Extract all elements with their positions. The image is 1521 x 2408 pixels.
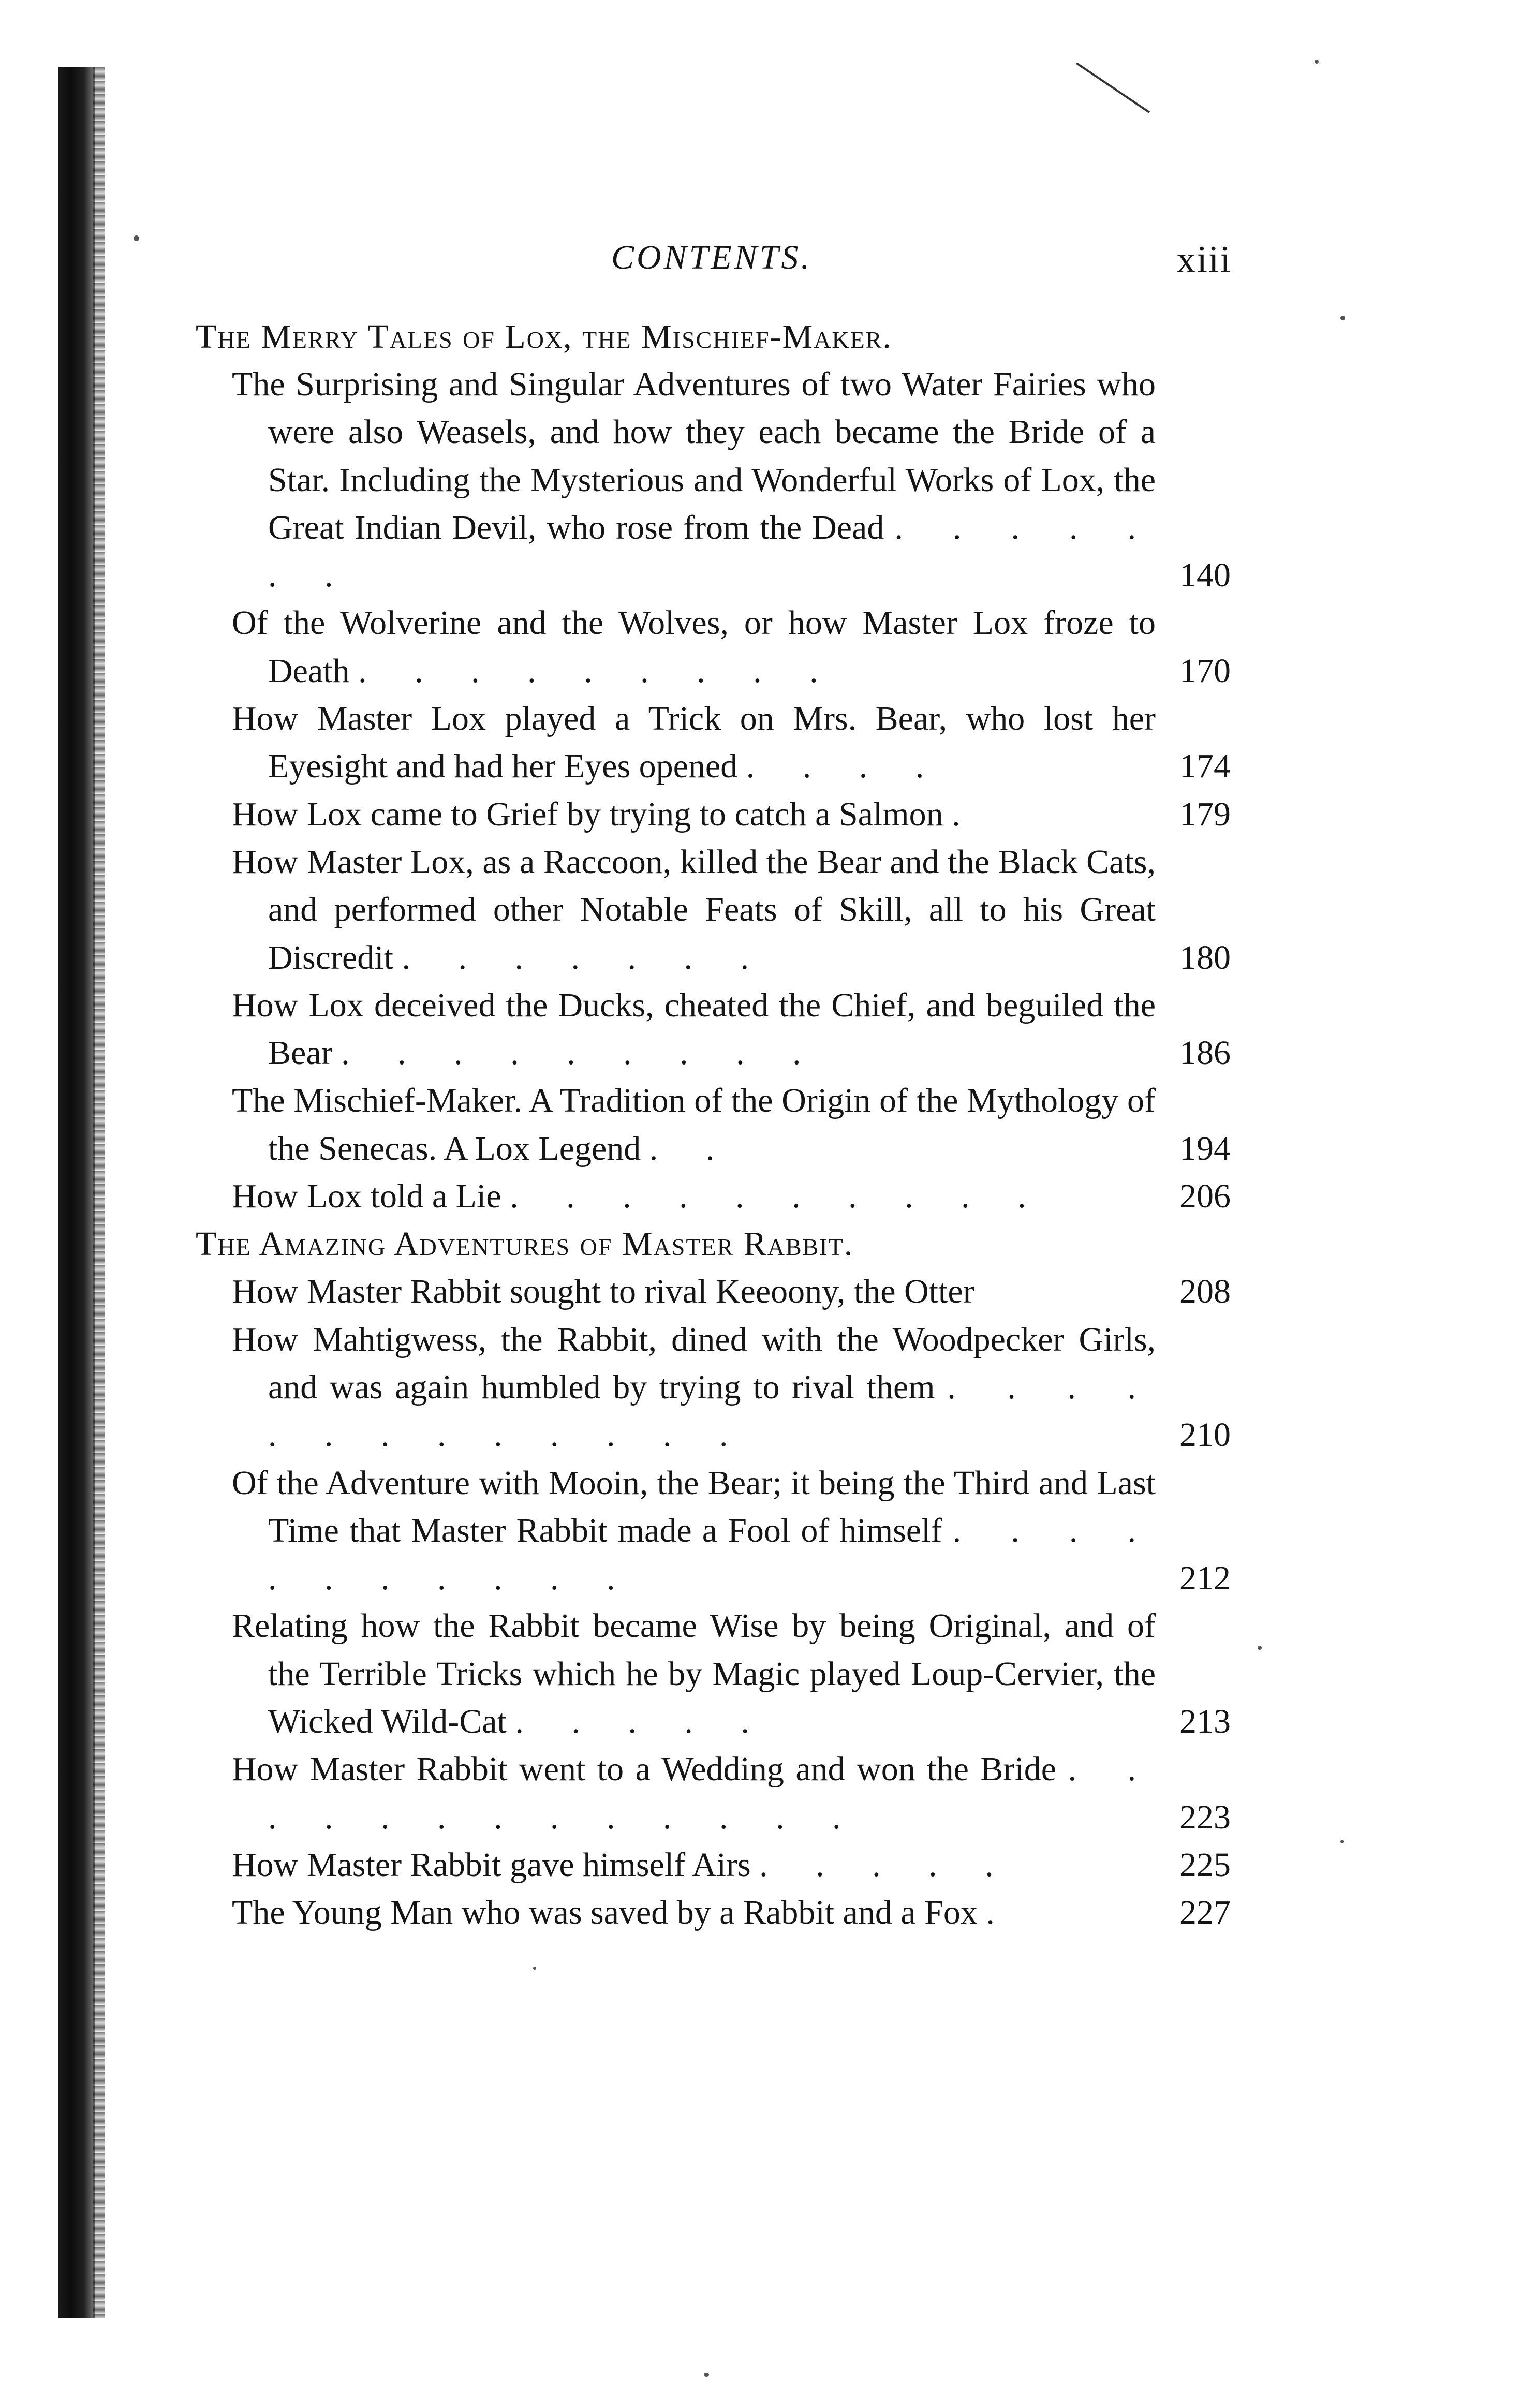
entry-title: Of the Adventure with Mooin, the Bear; it being the Third and Last Time that Master Rabbit made a Fool of himself	[232, 1464, 1156, 1549]
entry-title: Of the Wolverine and the Wolves, or how Master Lox froze to Death	[232, 604, 1156, 690]
entry-page-number: 174	[1179, 747, 1231, 786]
paper-speck	[134, 235, 139, 241]
page-binding-fray	[93, 67, 105, 2318]
dot-leader: . . . . . . .	[402, 938, 769, 977]
paper-speck	[1315, 60, 1319, 64]
entry-page-number: 223	[1179, 1798, 1231, 1836]
paper-speck	[533, 1967, 536, 1970]
section-heading-rabbit: The Amazing Adventures of Master Rabbit.	[196, 1225, 854, 1263]
section-heading-lox: The Merry Tales of Lox, the Mischief-Maker.	[196, 318, 892, 356]
entry-title: How Master Rabbit went to a Wedding and won the Bride	[232, 1750, 1057, 1789]
entry-title: How Lox came to Grief by trying to catch a Salmon	[232, 795, 943, 833]
entry-title: How Master Lox, as a Raccoon, killed the Bear and the Black Cats, and performed other Notable Feats of Skill, all to his Great Discredit	[232, 843, 1156, 977]
toc-entry	[196, 838, 1231, 982]
dot-leader: .	[986, 1894, 1014, 1932]
toc-entry	[196, 982, 1231, 1077]
dot-leader: . . . . . . .	[268, 508, 1156, 595]
dot-leader: .	[952, 795, 980, 833]
entry-page-number: 194	[1179, 1129, 1231, 1168]
header-title: CONTENTS.	[611, 239, 812, 276]
entry-page-number: 225	[1179, 1845, 1231, 1884]
entry-page-number: 180	[1179, 938, 1231, 977]
dot-leader: . . . . . . . . . .	[510, 1177, 1046, 1216]
paper-speck	[1340, 1840, 1344, 1843]
toc-entry	[196, 791, 1231, 838]
entry-page-number: 206	[1179, 1177, 1231, 1216]
paper-speck	[704, 2373, 709, 2377]
toc-entry	[196, 1316, 1231, 1459]
dot-leader: . .	[649, 1129, 734, 1168]
entry-title: How Master Rabbit sought to rival Keeoony, the Otter	[232, 1273, 974, 1311]
entry-title: The Surprising and Singular Adventures of two Water Fairies who were also Weasels, and how they each became the Bride of a Star. Including the Mysterious and Wonderful Works of Lox, the Great Indian Devil, who rose from the Dead	[232, 365, 1156, 546]
entry-page-number: 179	[1179, 795, 1231, 833]
entry-page-number: 212	[1179, 1559, 1231, 1598]
entry-title: The Young Man who was saved by a Rabbit and a Fox	[232, 1894, 978, 1932]
entry-title: How Master Rabbit gave himself Airs	[232, 1845, 751, 1884]
toc-entry	[196, 361, 1231, 599]
page-binding-edge	[58, 67, 95, 2318]
dot-leader: . . . . . . . . . . .	[268, 1511, 1156, 1598]
toc-entry	[196, 1889, 1231, 1937]
entry-page-number: 170	[1179, 652, 1231, 690]
toc-entry	[196, 1459, 1231, 1603]
dot-leader: . . . . . . . . .	[358, 652, 838, 690]
dot-leader: . . . . . . . . .	[341, 1034, 821, 1072]
entry-title: Relating how the Rabbit became Wise by being Original, and of the Terrible Tricks which he by Magic played Loup-Cervier, the Wicked Wild-Cat	[232, 1607, 1156, 1741]
toc-entry	[196, 1602, 1231, 1746]
dot-leader: . . . . .	[515, 1703, 769, 1741]
entry-page-number: 140	[1179, 556, 1231, 595]
toc-entry	[196, 1077, 1231, 1173]
paper-speck	[1340, 316, 1345, 320]
contents-list	[196, 313, 1231, 1937]
entry-title: How Mahtigwess, the Rabbit, dined with the Woodpecker Girls, and was again humbled by trying to rival them	[232, 1320, 1156, 1406]
toc-entry	[196, 1746, 1231, 1841]
entry-page-number: 186	[1179, 1034, 1231, 1072]
entry-title: The Mischief-Maker. A Tradition of the Origin of the Mythology of the Senecas. A Lox Legend	[232, 1082, 1156, 1168]
dot-leader: . . . . . . . . . . . . .	[268, 1368, 1156, 1454]
paper-speck	[1258, 1646, 1262, 1650]
toc-entry	[196, 1841, 1231, 1889]
entry-page-number: 210	[1179, 1416, 1231, 1454]
entry-title: How Lox deceived the Ducks, cheated the Chief, and beguiled the Bear	[232, 986, 1156, 1072]
page-folio: xiii	[1176, 239, 1232, 281]
entry-page-number: 227	[1179, 1894, 1231, 1932]
stray-pen-mark	[1076, 62, 1150, 113]
entry-page-number: 213	[1179, 1703, 1231, 1741]
toc-entry	[196, 1173, 1231, 1220]
dot-leader: . . . .	[746, 747, 944, 786]
toc-entry	[196, 695, 1231, 791]
running-header	[197, 238, 1232, 295]
dot-leader: . . . . .	[759, 1845, 1013, 1884]
entry-title: How Lox told a Lie	[232, 1177, 501, 1216]
toc-entry	[196, 599, 1231, 695]
toc-entry	[196, 1268, 1231, 1316]
entry-page-number: 208	[1179, 1273, 1231, 1311]
entry-title: How Master Lox played a Trick on Mrs. Bear, who lost her Eyesight and had her Eyes opened	[232, 700, 1156, 786]
dot-leader: . . . . . . . . . . . . .	[268, 1750, 1156, 1836]
